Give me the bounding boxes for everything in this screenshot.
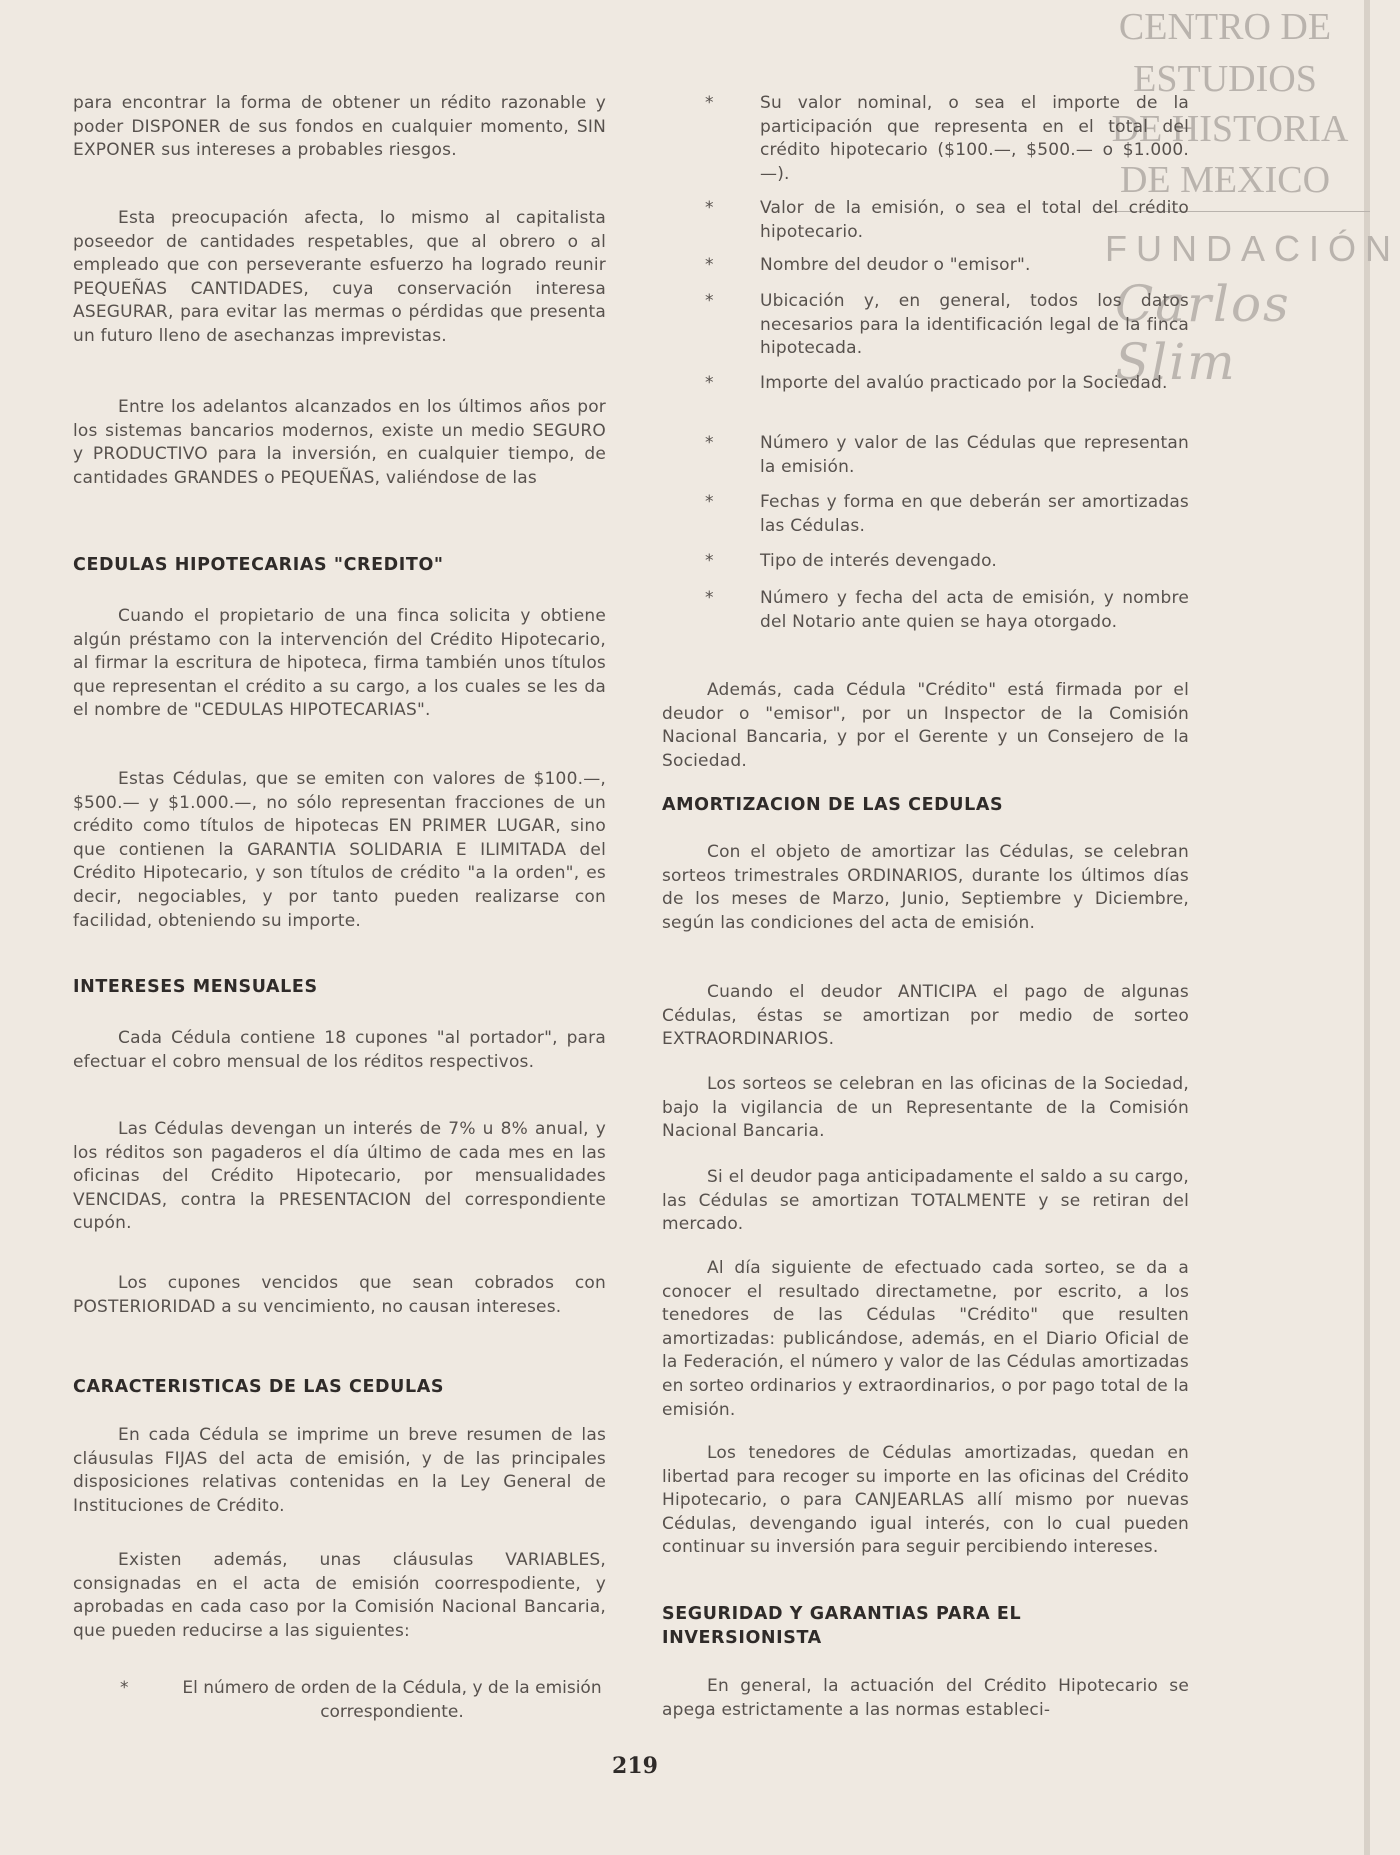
paragraph: Esta preocupación afecta, lo mismo al capitalista poseedor de cantidades respetables, que al obrero o al empleado que con perseverante esfuerzo ha logrado reunir PEQUEÑAS CANTIDADES, cuya conservación interesa ASEGURAR, para evitar las mermas o pérdidas que presenta un futuro lleno de asechanzas imprevistas. (73, 208, 606, 346)
paragraph: Los cupones vencidos que sean cobrados con POSTERIORIDAD a su vencimiento, no causan intereses. (73, 1273, 606, 1317)
asterisk-icon: * (705, 433, 714, 453)
asterisk-icon: * (705, 551, 714, 571)
paragraph: Entre los adelantos alcanzados en los últimos años por los sistemas bancarios modernos, existe un medio SEGURO y PRODUCTIVO para la inversión, en cualquier tiempo, de cantidades GRANDES o PEQUEÑAS, valiéndose de las (73, 397, 606, 488)
paragraph: En general, la actuación del Crédito Hipotecario se apega estrictamente a las normas estableci- (662, 1676, 1189, 1720)
paragraph: Estas Cédulas, que se emiten con valores de $100.—, $500.— y $1.000.—, no sólo representan fracciones de un crédito como títulos de hipotecas EN PRIMER LUGAR, sino que contienen la GARANTIA SOLIDARIA E ILIMITADA del Crédito Hipotecario, y son títulos de crédito "a la orden", es decir, negociables, y por tanto pueden realizarse con facilidad, obteniendo su importe. (73, 769, 606, 931)
asterisk-icon: * (705, 291, 714, 311)
paragraph: Las Cédulas devengan un interés de 7% u 8% anual, y los réditos son pagaderos el día último de cada mes en las oficinas del Crédito Hipotecario, por mensualidades VENCIDAS, contra la PRESENTACION del correspondiente cupón. (73, 1119, 606, 1234)
asterisk-icon: * (705, 492, 714, 512)
paragraph: Si el deudor paga anticipadamente el saldo a su cargo, las Cédulas se amortizan TOTALMENTE y se retiran del mercado. (662, 1167, 1189, 1235)
list-item-text: Importe del avalúo practicado por la Sociedad. (760, 373, 1168, 393)
watermark-signature: Carlos Slim (1115, 275, 1291, 391)
watermark-line: ESTUDIOS (1133, 58, 1317, 100)
paragraph: Con el objeto de amortizar las Cédulas, se celebran sorteos trimestrales ORDINARIOS, durante los últimos días de los meses de Marzo, Junio, Septiembre y Diciembre, según las condiciones del acta de emisión. (662, 842, 1189, 933)
page-number: 219 (612, 1753, 658, 1779)
list-item-text: Su valor nominal, o sea el importe de la participación que representa en el total del crédito hipotecario ($100.—, $500.— o $1.000.—). (760, 93, 1189, 184)
asterisk-icon: * (705, 373, 714, 393)
watermark-line: DE HISTORIA (1111, 108, 1349, 150)
asterisk-icon: * (705, 588, 714, 608)
section-heading: CEDULAS HIPOTECARIAS "CREDITO" (73, 555, 444, 575)
watermark-fundacion: FUNDACIÓN (1105, 228, 1400, 269)
paragraph: Los sorteos se celebran en las oficinas de la Sociedad, bajo la vigilancia de un Representante de la Comisión Nacional Bancaria. (662, 1074, 1189, 1142)
asterisk-icon: * (705, 93, 714, 113)
paragraph: Al día siguiente de efectuado cada sorteo, se da a conocer el resultado directametne, por escrito, a los tenedores de las Cédulas "Crédito" que resulten amortizadas: publicándose, además, en el Diario Oficial de la Federación, el número y valor de las Cédulas amortizadas en sorteo ordinarios y extraordinarios, o por pago total de la emisión. (662, 1258, 1189, 1420)
asterisk-icon: * (705, 255, 714, 275)
list-item-text: Número y valor de las Cédulas que representan la emisión. (760, 433, 1189, 477)
list-item-text: Tipo de interés devengado. (760, 551, 998, 571)
list-item-text: Ubicación y, en general, todos los datos necesarios para la identificación legal de la finca hipotecada. (760, 291, 1189, 359)
list-item-text: Valor de la emisión, o sea el total del crédito hipotecario. (760, 198, 1189, 242)
section-heading: CARACTERISTICAS DE LAS CEDULAS (73, 1377, 445, 1397)
paragraph: Cada Cédula contiene 18 cupones "al portador", para efectuar el cobro mensual de los réditos respectivos. (73, 1028, 606, 1072)
paragraph: Cuando el deudor ANTICIPA el pago de algunas Cédulas, éstas se amortizan por medio de sorteo EXTRAORDINARIOS. (662, 982, 1189, 1050)
paragraph: Además, cada Cédula "Crédito" está firmada por el deudor o "emisor", por un Inspector de la Comisión Nacional Bancaria, y por el Gerente y un Consejero de la Sociedad. (662, 680, 1189, 771)
asterisk-icon: * (705, 198, 714, 218)
paragraph: Cuando el propietario de una finca solicita y obtiene algún préstamo con la intervención del Crédito Hipotecario, al firmar la escritura de hipoteca, firma también unos títulos que representan el crédito a su cargo, a los cuales se les da el nombre de "CEDULAS HIPOTECARIAS". (73, 606, 606, 721)
asterisk-icon: * (120, 1678, 129, 1698)
list-item-text: El número de orden de la Cédula, y de la emisión correspondiente. (182, 1678, 602, 1722)
paragraph: Los tenedores de Cédulas amortizadas, quedan en libertad para recoger su importe en las oficinas del Crédito Hipotecario, o para CANJEARLAS allí mismo por nuevas Cédulas, devengando igual interés, con lo cual pueden continuar su inversión para seguir percibiendo intereses. (662, 1443, 1189, 1558)
list-item-text: Fechas y forma en que deberán ser amortizadas las Cédulas. (760, 492, 1189, 536)
section-heading: AMORTIZACION DE LAS CEDULAS (662, 795, 1004, 815)
watermark-line: DE MEXICO (1119, 159, 1331, 201)
list-item-text: Nombre del deudor o "emisor". (760, 255, 1031, 275)
list-item-text: Número y fecha del acta de emisión, y nombre del Notario ante quien se haya otorgado. (760, 588, 1189, 632)
section-heading: INTERESES MENSUALES (73, 977, 318, 997)
paragraph: para encontrar la forma de obtener un rédito razonable y poder DISPONER de sus fondos en cualquier momento, SIN EXPONER sus intereses a probables riesgos. (73, 93, 606, 161)
section-heading: SEGURIDAD Y GARANTIAS PARA EL INVERSIONISTA (662, 1604, 1022, 1648)
paragraph: En cada Cédula se imprime un breve resumen de las cláusulas FIJAS del acta de emisión, y de las principales disposiciones relativas contenidas en la Ley General de Instituciones de Crédito. (73, 1425, 606, 1516)
paragraph: Existen además, unas cláusulas VARIABLES, consignadas en el acta de emisión coorrespodiente, y aprobadas en cada caso por la Comisión Nacional Bancaria, que pueden reducirse a las siguientes: (73, 1550, 606, 1641)
watermark-line: CENTRO DE (1118, 6, 1332, 48)
